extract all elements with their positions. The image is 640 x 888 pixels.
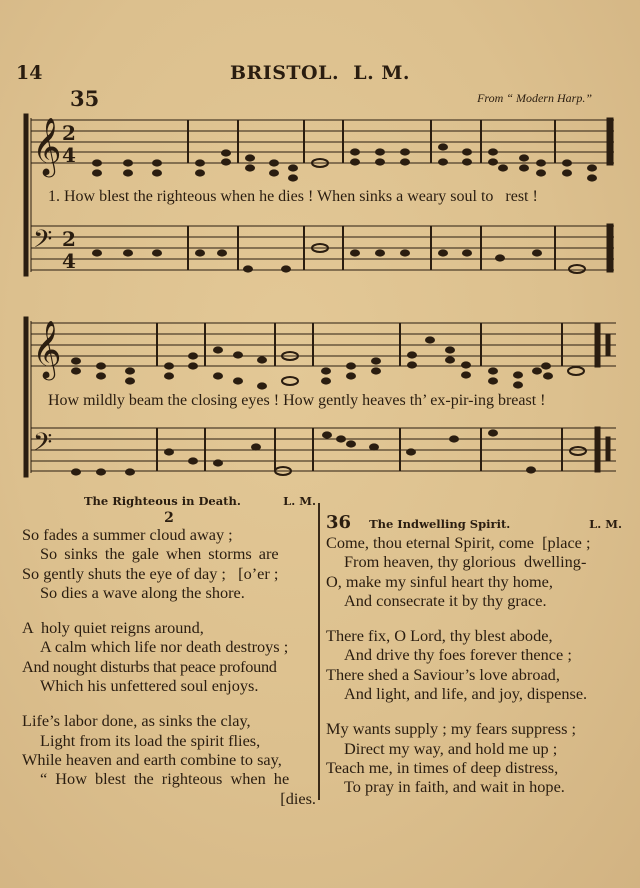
svg-text:4: 4 xyxy=(62,249,76,273)
hymn-right-column xyxy=(326,512,622,813)
lyric-line-system-2: How mildly beam the closing eyes ! How gently heaves th’ ex-pir-ing breast ! xyxy=(48,392,546,409)
source-attribution: From “ Modern Harp.” xyxy=(477,91,592,105)
svg-text:4: 4 xyxy=(62,143,76,167)
hymn-left-column xyxy=(22,494,316,824)
final-barline xyxy=(607,118,613,165)
hymn-number: 2 xyxy=(164,510,174,526)
hymn-meter: L. M. xyxy=(283,494,316,508)
verse-line: So dies a wave along the shore. xyxy=(40,582,245,602)
stanza xyxy=(326,626,622,703)
tune-title: BRISTOL. L. M. xyxy=(229,62,411,84)
verse-line: My wants supply ; my fears suppress ; xyxy=(326,719,577,739)
verse-line: While heaven and earth combine to say, xyxy=(22,749,282,769)
verse-line: So sinks the gale when storms are xyxy=(40,544,279,564)
verse-line: [dies. xyxy=(280,788,316,808)
verse-line: A holy quiet reigns around, xyxy=(22,618,204,638)
verse-line: So gently shuts the eye of day ; [o’er ; xyxy=(22,563,279,583)
column-divider xyxy=(318,503,320,800)
hymn-left-heading xyxy=(22,494,316,508)
verse-line: There fix, O Lord, thy blest abode, xyxy=(326,626,553,646)
verse-line: Light from its load the spirit flies, xyxy=(40,730,261,750)
verse-line: A calm which life nor death destroys ; xyxy=(40,637,289,657)
verse-line: Come, thou eternal Spirit, come [place ; xyxy=(326,533,591,552)
verse-line: And nought disturbs that peace profound xyxy=(22,656,277,676)
hymn-number: 35 xyxy=(70,86,100,111)
hymn-right-heading xyxy=(326,512,622,533)
hymn-title: The Indwelling Spirit. xyxy=(369,517,511,531)
verse-line: So fades a summer cloud away ; xyxy=(22,525,233,544)
treble-clef-icon: 𝄞 xyxy=(32,117,62,175)
page-number: 14 xyxy=(16,62,43,84)
system-bracket xyxy=(24,114,28,276)
treble-clef-icon: 𝄞 xyxy=(32,320,62,378)
verse-line: From heaven, thy glorious dwelling- xyxy=(344,552,587,572)
verse-line: To pray in faith, and wait in hope. xyxy=(344,777,565,797)
verse-line: And consecrate it by thy grace. xyxy=(344,590,547,610)
system-bracket xyxy=(24,317,28,477)
stanza xyxy=(326,533,622,610)
hymn-title: The Righteous in Death. xyxy=(84,494,241,508)
staff-bass-1 xyxy=(31,226,614,270)
verse-line: Teach me, in times of deep distress, xyxy=(326,757,559,777)
bass-clef-icon: 𝄢 xyxy=(33,225,53,260)
verse-line: And drive thy foes forever thence ; xyxy=(344,645,572,665)
hymn-number: 36 xyxy=(326,512,352,533)
verse-line: And light, and life, and joy, dispense. xyxy=(344,684,588,704)
stanza xyxy=(326,719,622,796)
bass-clef-icon: 𝄢 xyxy=(33,428,53,463)
verse-line: There shed a Saviour’s love abroad, xyxy=(326,664,560,684)
staff-treble-2 xyxy=(31,323,616,366)
svg-text:2: 2 xyxy=(62,121,76,145)
final-barline xyxy=(607,224,613,272)
final-barline xyxy=(595,323,600,367)
verse-line: Life’s labor done, as sinks the clay, xyxy=(22,711,251,731)
stanza xyxy=(22,711,316,807)
stanza xyxy=(22,618,316,695)
hymn-meter: L. M. xyxy=(589,517,622,531)
verse-line: Which his unfettered soul enjoys. xyxy=(40,676,259,696)
verse-line: Direct my way, and hold me up ; xyxy=(344,738,558,758)
verse-line: O, make my sinful heart thy home, xyxy=(326,571,553,591)
svg-text:2: 2 xyxy=(62,227,76,251)
lyric-line-system-1: 1. How blest the righteous when he dies ! When sinks a weary soul to rest ! xyxy=(48,188,538,205)
stanza xyxy=(22,525,316,602)
verse-line: “ How blest the righteous when he xyxy=(40,769,290,789)
